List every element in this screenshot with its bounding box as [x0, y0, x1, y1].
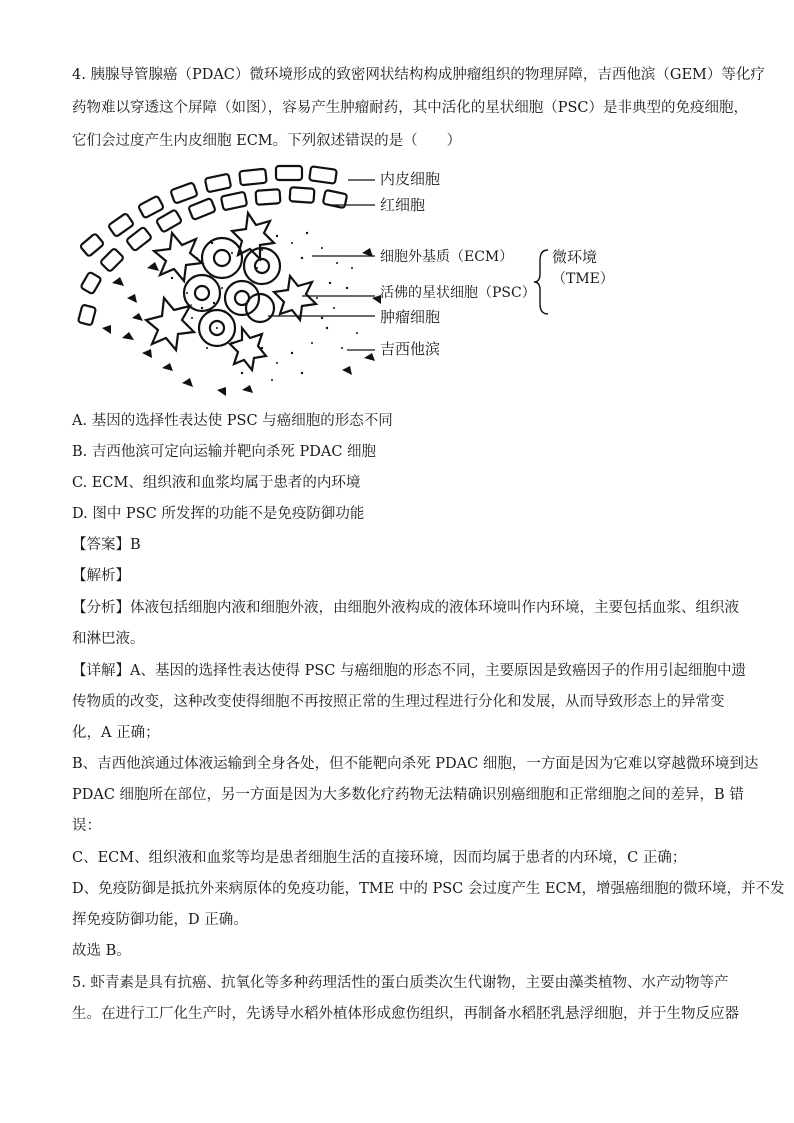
psc-stellate-cells	[146, 213, 316, 370]
ecm-dots	[166, 232, 358, 381]
detail-line: 传物质的改变，这种改变使得细胞不再按照正常的生理过程进行分化和发展，从而导致形态上的异常变	[72, 694, 725, 710]
option-c: C. ECM、组织液和血浆均属于患者的内环境	[72, 475, 361, 491]
detail-line: C、ECM、组织液和血浆等均是患者细胞生活的直接环境，因而均属于患者的内环境，C 正确；	[72, 850, 687, 866]
label-tumor: 肿瘤细胞	[380, 308, 441, 326]
label-rbc: 红细胞	[380, 196, 426, 214]
pointer-lines	[268, 180, 375, 350]
label-endothelial: 内皮细胞	[380, 170, 441, 188]
detail-line: 【详解】A、基因的选择性表达使得 PSC 与癌细胞的形态不同，主要原因是致癌因子的作用引起细胞中遗	[72, 663, 746, 679]
analysis-title: 【解析】	[72, 568, 130, 584]
label-tme-en: （TME）	[552, 271, 614, 287]
q5-line-2: 生。在进行工厂化生产时，先诱导水稻外植体形成愈伤组织，再制备水稻胚乳悬浮细胞，并于生物反应器	[72, 1006, 739, 1022]
q4-stem-line-3: 它们会过度产生内皮细胞 ECM。下列叙述错误的是（ ）	[72, 133, 462, 149]
detail-line: 化，A 正确；	[72, 725, 160, 741]
q4-stem-line-2: 药物难以穿透这个屏障（如图），容易产生肿瘤耐药，其中活化的星状细胞（PSC）是非典型的免疫细胞，	[72, 100, 749, 116]
label-psc: 活佛的星状细胞（PSC）	[380, 285, 536, 301]
answer: 【答案】B	[72, 537, 141, 553]
detail-line: 挥免疫防御功能，D 正确。	[72, 912, 248, 928]
tme-brace	[534, 250, 548, 314]
analysis-line-1: 【分析】体液包括细胞内液和细胞外液，由细胞外液构成的液体环境叫作内环境，主要包括血浆、组织液	[72, 600, 739, 616]
pdac-microenvironment-figure	[72, 158, 612, 403]
label-ecm: 细胞外基质（ECM）	[380, 249, 514, 265]
q4-stem-line-1: 4. 胰腺导管腺癌（PDAC）微环境形成的致密网状结构构成肿瘤组织的物理屏障，吉西他滨（GEM）等化疗	[72, 67, 765, 83]
analysis-line-2: 和淋巴液。	[72, 631, 145, 647]
detail-line: B、吉西他滨通过体液运输到全身各处，但不能靶向杀死 PDAC 细胞，一方面是因为它难以穿越微环境到达	[72, 756, 759, 772]
detail-line: 误：	[72, 818, 101, 834]
tumor-tissue-diagram	[72, 158, 612, 403]
detail-line: D、免疫防御是抵抗外来病原体的免疫功能，TME 中的 PSC 会过度产生 ECM，增强癌细胞的微环境，并不发	[72, 881, 785, 897]
option-a: A. 基因的选择性表达使 PSC 与癌细胞的形态不同	[72, 413, 393, 429]
label-gem: 吉西他滨	[380, 340, 441, 358]
option-b: B. 吉西他滨可定向运输并靶向杀死 PDAC 细胞	[72, 444, 377, 460]
option-d: D. 图中 PSC 所发挥的功能不是免疫防御功能	[72, 506, 365, 522]
detail-line: 故选 B。	[72, 943, 131, 959]
tumor-cells	[184, 238, 280, 346]
label-tme-cn: 微环境	[552, 248, 598, 266]
q5-line-1: 5. 虾青素是具有抗癌、抗氧化等多种药理活性的蛋白质类次生代谢物，主要由藻类植物、水产动物等产	[72, 975, 729, 991]
detail-line: PDAC 细胞所在部位，另一方面是因为大多数化疗药物无法精确识别癌细胞和正常细胞之间的差异，B 错	[72, 787, 744, 803]
